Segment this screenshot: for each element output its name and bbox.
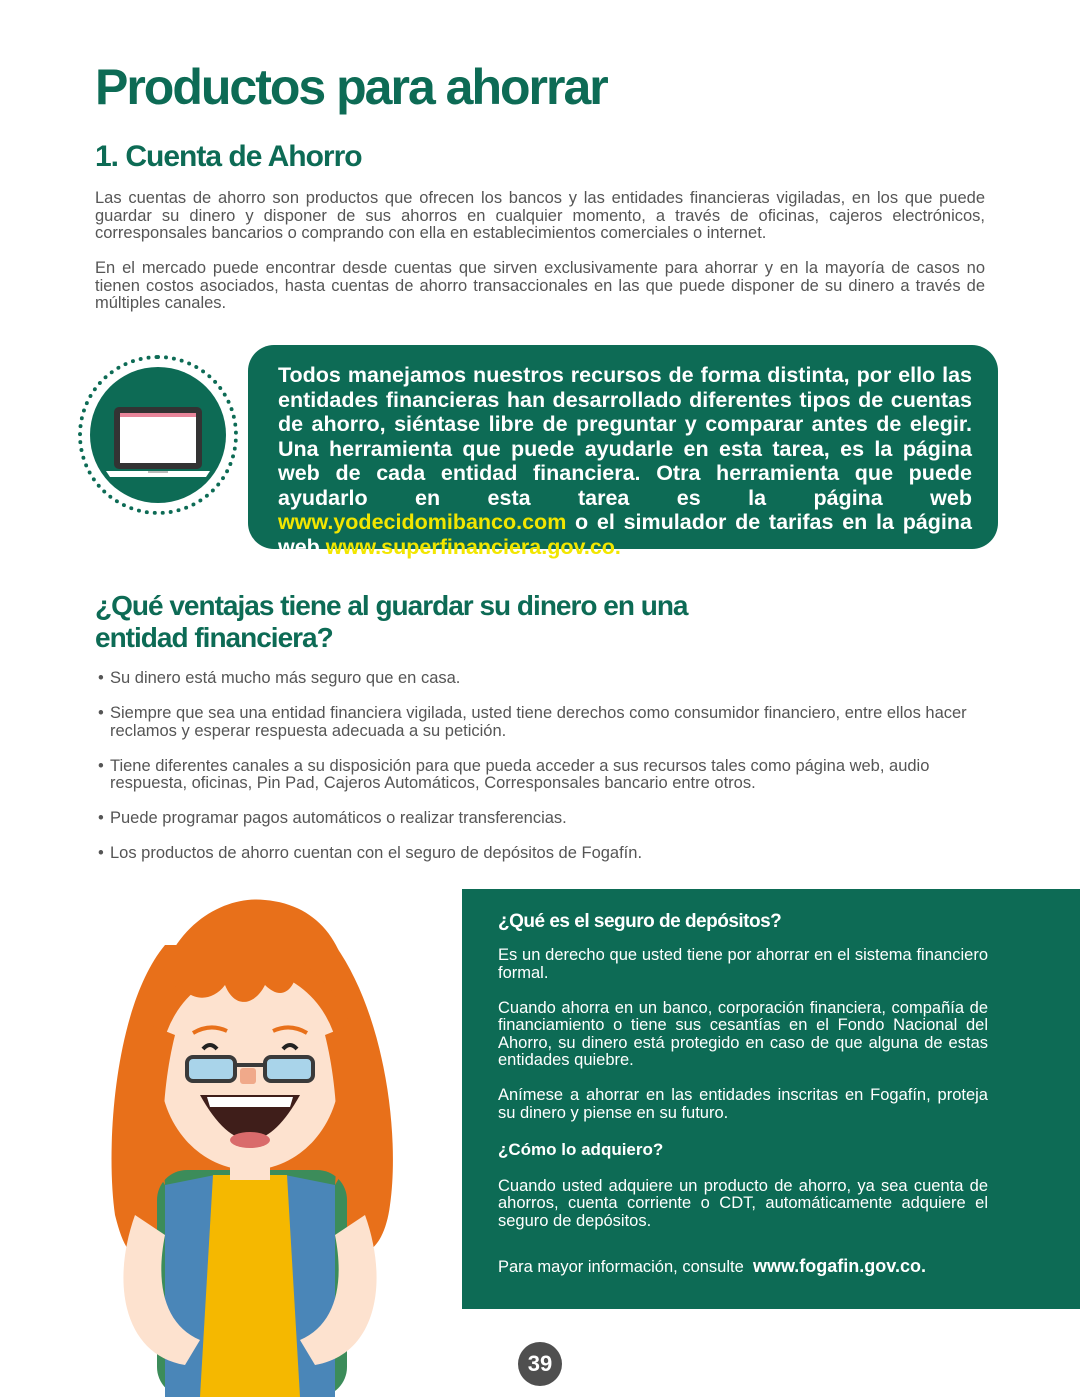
list-item-text: Su dinero está mucho más seguro que en casa. xyxy=(110,669,461,687)
yodecidomibanco-link[interactable]: www.yodecidomibanco.com xyxy=(278,510,567,534)
list-item xyxy=(98,705,988,740)
deposit-insurance-box xyxy=(462,889,1080,1309)
more-info-text: Para mayor información, consulte xyxy=(498,1258,744,1276)
more-info-line xyxy=(498,1258,988,1277)
list-item xyxy=(98,845,988,863)
list-item-text: Siempre que sea una entidad financiera vigilada, usted tiene derechos como consumidor financiero, entre ellos hacer reclamos y esperar respuesta adecuada a su petición. xyxy=(110,704,967,740)
tip-callout xyxy=(248,345,998,559)
callout-text-part-2: o el simulador de tarifas en la página web xyxy=(278,510,972,559)
superfinanciera-link[interactable]: www.superfinanciera.gov.co. xyxy=(325,534,621,559)
deposit-insurance-p4: Cuando usted adquiere un producto de ahorro, ya sea cuenta de ahorros, cuenta corriente o CDT, automáticamente adquiere el seguro de depósitos. xyxy=(498,1176,988,1230)
market-paragraph: En el mercado puede encontrar desde cuentas que sirven exclusivamente para ahorrar y en la mayoría de casos no tienen costos asociados, hasta cuentas de ahorro transaccionales en las que puede disponer de su dinero a través de múltiples canales. xyxy=(95,259,985,312)
deposit-insurance-p3: Anímese a ahorrar en las entidades inscritas en Fogafín, proteja su dinero y piense en su futuro. xyxy=(498,1086,988,1122)
intro-paragraph: Las cuentas de ahorro son productos que ofrecen los bancos y las entidades financieras vigiladas, en los que puede guardar su dinero y disponer de sus ahorros en cualquier momento, a través de oficinas, cajeros electrónicos, corresponsales bancarios o comprando con ella en establecimientos comerciales o internet. xyxy=(95,189,985,242)
fogafin-link[interactable]: www.fogafin.gov.co. xyxy=(752,1256,926,1276)
bullet-dot: • xyxy=(98,669,104,687)
bullet-dot: • xyxy=(98,756,104,775)
page-title: Productos para ahorrar xyxy=(95,59,607,115)
bullet-dot: • xyxy=(98,809,104,827)
deposit-insurance-title: ¿Qué es el seguro de depósitos? xyxy=(498,911,782,932)
deposit-insurance-p2: Cuando ahorra en un banco, corporación financiera, compañía de financiamiento o tiene sus cesantías en el Fondo Nacional del Ahorro, su dinero está protegido en caso de que alguna de estas entidades quiebre. xyxy=(498,998,988,1069)
bullet-dot: • xyxy=(98,704,104,722)
list-item xyxy=(98,810,988,828)
callout-text xyxy=(278,363,972,559)
list-item-text: Tiene diferentes canales a su disposición para que pueda acceder a sus recursos tales como página web, audio respuesta, oficinas, Pin Pad, Cajeros Automáticos, Corresponsales bancario entre otros. xyxy=(110,756,930,792)
list-item xyxy=(98,670,988,688)
how-to-acquire-title: ¿Cómo lo adquiero? xyxy=(498,1139,664,1159)
list-item-text: Puede programar pagos automáticos o realizar transferencias. xyxy=(110,809,567,827)
callout-text-part-1: Todos manejamos nuestros recursos de forma distinta, por ello las entidades financieras han desarrollado diferentes tipos de cuentas de ahorro, siéntase libre de preguntar y comparar antes de elegir. Una herramienta que puede ayudarle en esta tarea, es la página web de cada entidad financiera. Otra herramienta que puede ayudarlo en esta tarea es la página web xyxy=(278,363,972,510)
girl-illustration xyxy=(95,885,405,1397)
list-item-text: Los productos de ahorro cuentan con el seguro de depósitos de Fogafín. xyxy=(110,844,643,862)
section-title: 1. Cuenta de Ahorro xyxy=(95,140,362,173)
list-item xyxy=(98,758,988,793)
advantages-title: ¿Qué ventajas tiene al guardar su dinero en una entidad financiera? xyxy=(95,590,688,653)
advantages-list xyxy=(98,670,988,880)
laptop-icon xyxy=(90,367,226,503)
bullet-dot: • xyxy=(98,844,104,862)
laptop-badge xyxy=(78,355,238,515)
page-number: 39 xyxy=(518,1342,562,1386)
deposit-insurance-p1: Es un derecho que usted tiene por ahorrar en el sistema financiero formal. xyxy=(498,946,988,982)
